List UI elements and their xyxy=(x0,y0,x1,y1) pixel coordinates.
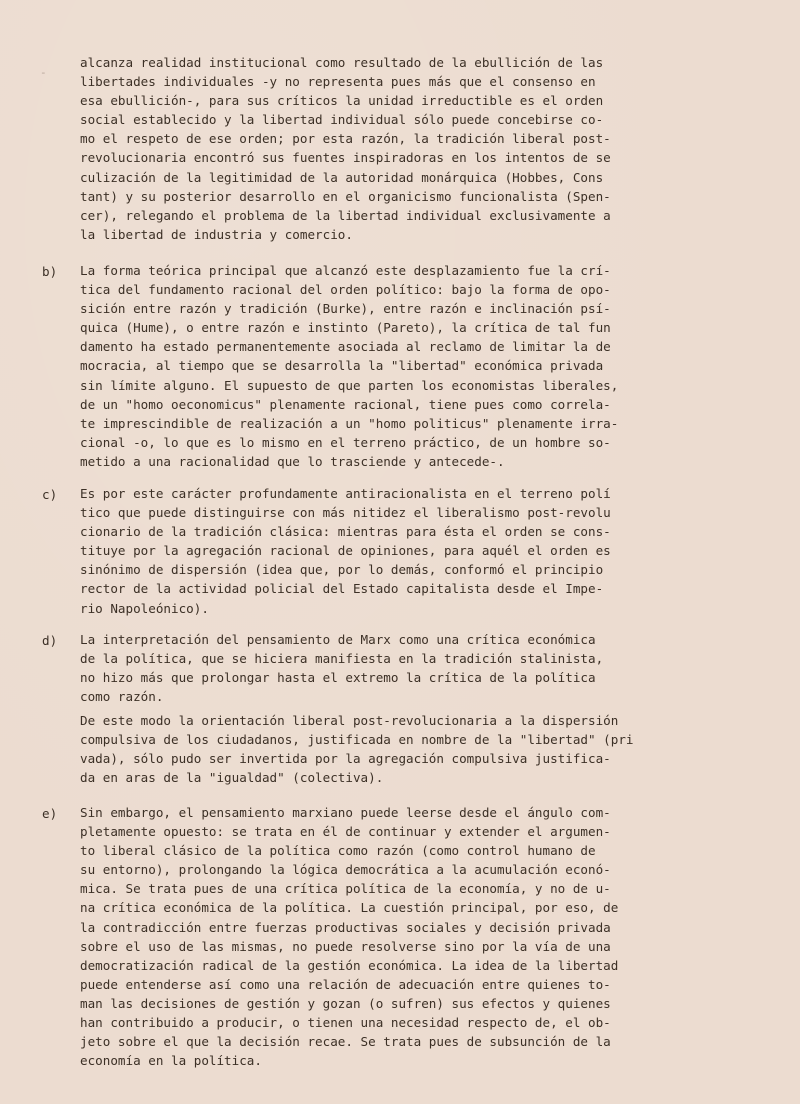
section-e-paragraph: Sin embargo, el pensamiento marxiano puede leerse desde el ángulo com- pletamente opuesto: se trata en él de continuar y extender el argumen- to liberal clásico de la política como razón (como control humano de su entorno), prolongando la lógica democrática a la acumulación econó- mica. Se trata pues de una crítica política de la economía, y no de u- na crítica económica de la política. La cuestión principal, por eso, de la contradicción entre fuerzas productivas sociales y decisión privada sobre el uso de las mismas, no puede resolverse sino por la vía de una democratización radical de la gestión económica. La idea de la libertad puede entenderse así como una relación de adecuación entre quienes to- man las decisiones de gestión y gozan (o sufren) sus efectos y quienes han contribuido a producir, o tienen una necesidad respecto de, el ob- jeto sobre el que la decisión recae. Se trata pues de subsunción de la economía en la política. xyxy=(80,805,619,1069)
section-b-paragraph: La forma teórica principal que alcanzó este desplazamiento fue la crí- tica del fundamento racional del orden político: bajo la forma de opo- sición entre razón y tradición (Burke), entre razón e inclinación psí- quica (Hume), o entre razón e instinto (Pareto), la crítica de tal fun damento ha estado permanentemente asociada al reclamo de limitar la de mocracia, al tiempo que se desarrolla la "libertad" económica privada sin límite alguno. El supuesto de que parten los economistas liberales, de un "homo oeconomicus" plenamente racional, tiene pues como correla- te imprescindible de realización a un "homo politicus" plenamente irra- cional -o, lo que es lo mismo en el terreno práctico, de un hombre so- metido a una racionalidad que lo trasciende y antecede-. xyxy=(80,263,619,469)
section-e xyxy=(80,803,618,1070)
section-label-b: b) xyxy=(42,264,58,279)
intro-paragraph: alcanza realidad institucional como resultado de la ebullición de las libertades individuales -y no representa pues más que el consenso en esa ebullición-, para sus críticos la unidad irreductible es el orden social establecido y la libertad individual sólo puede concebirse co- mo el respeto de ese orden; por esta razón, la tradición liberal post- revolucionaria encontró sus fuentes inspiradoras en los intentos de se culización de la legitimidad de la autoridad monárquica (Hobbes, Cons tant) y su posterior desarrollo en el organicismo funcionalista (Spen- cer), relegando el problema de la libertad individual exclusivamente a la libertad de industria y comercio. xyxy=(80,55,611,242)
section-label-d: d) xyxy=(42,633,58,648)
section-c-paragraph: Es por este carácter profundamente antiracionalista en el terreno polí tico que puede distinguirse con más nitidez el liberalismo post-revolu cionario de la tradición clásica: mientras para ésta el orden se cons- tituye por la agregación racional de opiniones, para aquél el orden es sinónimo de dispersión (idea que, por lo demás, conformó el principio rector de la actividad policial del Estado capitalista desde el Impe- rio Napoleónico). xyxy=(80,486,611,616)
intro-paragraph-block xyxy=(80,53,611,244)
margin-mark: - xyxy=(40,66,47,79)
section-d-paragraph-1: La interpretación del pensamiento de Marx como una crítica económica de la política, que se hiciera manifiesta en la tradición stalinista, no hizo más que prolongar hasta el extremo la crítica de la política como razón. xyxy=(80,632,604,705)
section-b xyxy=(80,261,618,471)
section-d xyxy=(80,630,603,706)
section-label-c: c) xyxy=(42,487,58,502)
section-d-paragraph-2: De este modo la orientación liberal post-revolucionaria a la dispersión compulsiva de los ciudadanos, justificada en nombre de la "libertad" (pri vada), sólo pudo ser invertida por la agregación compulsiva justifica- da en aras de la "igualdad" (colectiva). xyxy=(80,713,634,786)
section-d-continued xyxy=(80,711,634,787)
section-label-e: e) xyxy=(42,806,58,821)
section-c xyxy=(80,484,611,618)
